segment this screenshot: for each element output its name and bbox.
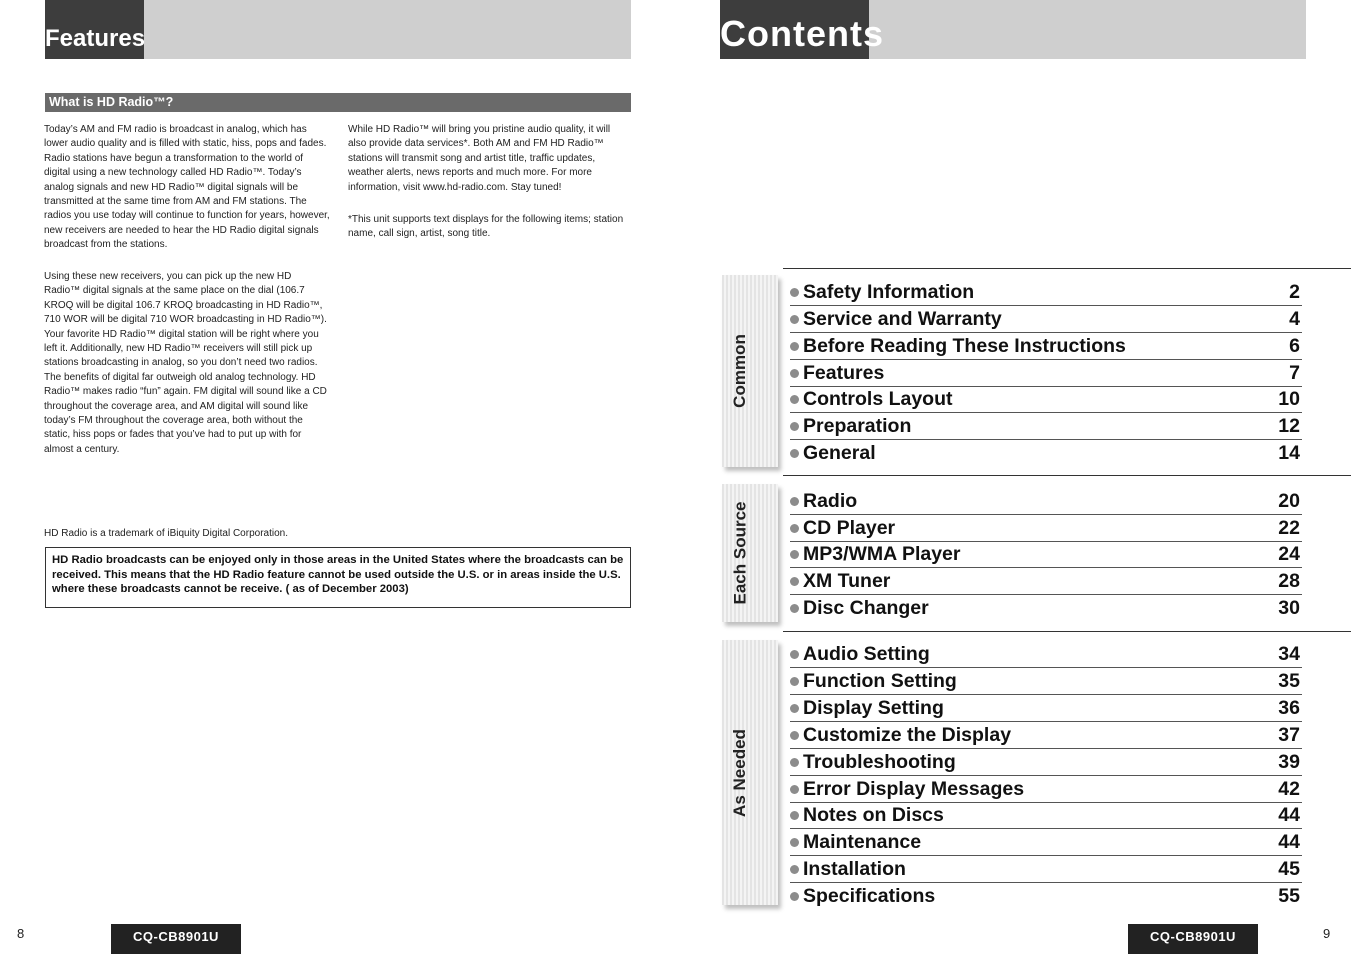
- bullet-icon: [790, 838, 799, 847]
- group-divider: [783, 268, 1351, 269]
- toc-entry[interactable]: [790, 856, 1302, 883]
- toc-entry[interactable]: [790, 668, 1302, 695]
- group-divider: [783, 475, 1351, 476]
- toc-entry-title: Installation: [803, 857, 906, 880]
- bullet-icon: [790, 395, 799, 404]
- toc-entry[interactable]: [790, 279, 1302, 306]
- toc-entry-title: Service and Warranty: [803, 307, 1002, 330]
- bullet-icon: [790, 369, 799, 378]
- hd-radio-footnote: *This unit supports text displays for the following items; station name, call sign, artist, song title.: [348, 214, 624, 240]
- bullet-icon: [790, 449, 799, 458]
- toc-entry[interactable]: [790, 776, 1302, 803]
- hd-radio-paragraph-3: While HD Radio™ will bring you pristine audio quality, it will also provide data services*. Both AM and FM HD Radio™ stations will transmit song and artist title, traffic updates, weather alerts, news reports and much more. For more information, visit www.hd-radio.com. Stay tuned!: [348, 124, 611, 193]
- toc-entry-page: 39: [1278, 750, 1300, 773]
- group-divider: [783, 631, 1351, 632]
- toc-entry-title: Maintenance: [803, 830, 922, 853]
- toc-entry[interactable]: [790, 829, 1302, 856]
- bullet-icon: [790, 315, 799, 324]
- bullet-icon: [790, 731, 799, 740]
- bullet-icon: [790, 524, 799, 533]
- toc-entry-page: 42: [1278, 777, 1300, 800]
- bullet-icon: [790, 497, 799, 506]
- toc-entry[interactable]: [790, 306, 1302, 333]
- toc-entry-page: 30: [1278, 597, 1300, 619]
- toc-entry-page: 12: [1278, 414, 1300, 437]
- toc-entry-title: Audio Setting: [803, 642, 930, 665]
- toc-entry-title: Notes on Discs: [803, 803, 944, 826]
- bullet-icon: [790, 865, 799, 874]
- group-tab-each-source: [722, 484, 778, 622]
- bullet-icon: [790, 288, 799, 297]
- toc-entry-page: 28: [1278, 569, 1300, 592]
- toc-entry-page: 45: [1278, 857, 1300, 880]
- toc-entry-title: CD Player: [803, 516, 896, 539]
- bullet-icon: [790, 342, 799, 351]
- broadcast-area-notice: HD Radio broadcasts can be enjoyed only in those areas in the United States where the broadcasts can be received. This means that the HD Radio feature cannot be used outside the U.S. or in areas inside the U.S. where these broadcasts cannot be receive. ( as of December 2003): [45, 547, 631, 608]
- toc-entry-page: 2: [1289, 280, 1300, 303]
- group-label-each-source: Each Source: [730, 501, 749, 605]
- contents-header-title: Contents: [720, 0, 869, 59]
- group-tab-as-needed: [722, 640, 778, 905]
- bullet-icon: [790, 704, 799, 713]
- bullet-icon: [790, 758, 799, 767]
- toc-entry-page: 34: [1278, 642, 1300, 665]
- bullet-icon: [790, 785, 799, 794]
- toc-entry-title: Radio: [803, 489, 858, 512]
- toc-entry[interactable]: [790, 595, 1302, 622]
- bullet-icon: [790, 811, 799, 820]
- toc-entry-title: MP3/WMA Player: [803, 542, 961, 565]
- toc-entry[interactable]: [790, 568, 1302, 595]
- toc-entry-page: 22: [1278, 516, 1300, 539]
- toc-entry-title: XM Tuner: [803, 569, 891, 592]
- group-label-common: Common: [730, 334, 750, 408]
- toc-entry[interactable]: [790, 440, 1302, 467]
- toc-entry-page: 10: [1278, 387, 1300, 410]
- group-label-as-needed: As Needed: [730, 728, 749, 817]
- features-header-title: Features: [45, 0, 144, 59]
- toc-entry[interactable]: [790, 360, 1302, 387]
- model-badge-left: CQ-CB8901U: [111, 924, 241, 954]
- toc-entry[interactable]: [790, 695, 1302, 722]
- page-number-left: 8: [17, 926, 25, 941]
- bullet-icon: [790, 677, 799, 686]
- section-title-hd-radio: What is HD Radio™?: [45, 93, 631, 112]
- toc-entry[interactable]: [790, 541, 1302, 568]
- bullet-icon: [790, 422, 799, 431]
- toc-entry-page: 55: [1278, 885, 1300, 907]
- toc-entry-title: Function Setting: [803, 669, 957, 692]
- hd-radio-paragraph-1: Today’s AM and FM radio is broadcast in analog, which has lower audio quality and is filled with static, hiss, pops and fades. Radio stations have begun a transformation to the world of digital using a new technology called HD Radio™. Today’s analog signals and new HD Radio™ digital signals will be transmitted at the same time from AM and FM stations. The radios you use today will continue to function for years, however, new receivers are needed to hear the HD Radio digital signals broadcast from the stations.: [44, 124, 330, 251]
- toc-entry-page: 14: [1278, 442, 1300, 464]
- bullet-icon: [790, 577, 799, 586]
- toc-entry-page: 44: [1278, 830, 1300, 853]
- bullet-icon: [790, 892, 799, 901]
- toc-entry-page: 7: [1289, 361, 1300, 384]
- toc-entry[interactable]: [790, 883, 1302, 910]
- toc-entry-title: Error Display Messages: [803, 777, 1025, 800]
- toc-entry[interactable]: [790, 749, 1302, 776]
- page-number-right: 9: [1323, 926, 1331, 941]
- toc-entry-title: Safety Information: [803, 280, 975, 303]
- trademark-note: HD Radio is a trademark of iBiquity Digital Corporation.: [44, 528, 288, 539]
- toc-entry[interactable]: [790, 722, 1302, 749]
- bullet-icon: [790, 650, 799, 659]
- toc-entry-title: Features: [803, 361, 885, 384]
- toc-entry-title: Before Reading These Instructions: [803, 334, 1126, 357]
- toc-entry-title: Preparation: [803, 414, 912, 437]
- toc-entry-title: Customize the Display: [803, 723, 1012, 746]
- toc-entry[interactable]: [790, 413, 1302, 440]
- toc-entry-page: 20: [1278, 489, 1300, 512]
- toc-entry[interactable]: [790, 802, 1302, 829]
- toc-entry-page: 6: [1289, 334, 1300, 357]
- toc-entry-title: Specifications: [803, 885, 936, 907]
- toc-entry-title: Disc Changer: [803, 597, 929, 619]
- model-badge-right: CQ-CB8901U: [1128, 924, 1258, 954]
- toc-entry[interactable]: [790, 386, 1302, 413]
- toc-entry-page: 36: [1278, 696, 1300, 719]
- toc-entry-page: 44: [1278, 803, 1300, 826]
- toc-entry-page: 4: [1289, 307, 1300, 330]
- toc-entry[interactable]: [790, 515, 1302, 542]
- bullet-icon: [790, 604, 799, 613]
- toc-entry-page: 24: [1278, 542, 1300, 565]
- toc-entry[interactable]: [790, 488, 1302, 515]
- toc-entry-page: 35: [1278, 669, 1300, 692]
- toc-entry-page: 37: [1278, 723, 1300, 746]
- toc-entry[interactable]: [790, 641, 1302, 668]
- toc-entry-title: Controls Layout: [803, 387, 953, 410]
- bullet-icon: [790, 550, 799, 559]
- group-tab-common: [722, 275, 778, 467]
- toc-entry-title: Troubleshooting: [803, 750, 956, 773]
- toc-entry[interactable]: [790, 333, 1302, 360]
- hd-radio-paragraph-2: Using these new receivers, you can pick up the new HD Radio™ digital signals at the same place on the dial (106.7 KROQ will be digital 106.7 KROQ broadcasting in HD Radio™, 710 WOR will be digital 710 WOR broadcasting in HD Radio™). Your favorite HD Radio™ digital station will be right where you left it. Additionally, new HD Radio™ receivers will still pick up stations broadcasting in analog, so you don’t need two radios. The benefits of digital far outweigh old analog technology. HD Radio™ makes radio “fun” again. FM digital will sound like a CD throughout the coverage area, and AM digital will sound like today’s FM throughout the coverage area, both without the static, hiss pops or fades that you’ve had to put up with for almost a century.: [44, 271, 327, 455]
- toc-entry-title: Display Setting: [803, 696, 944, 719]
- toc-entry-title: General: [803, 442, 876, 464]
